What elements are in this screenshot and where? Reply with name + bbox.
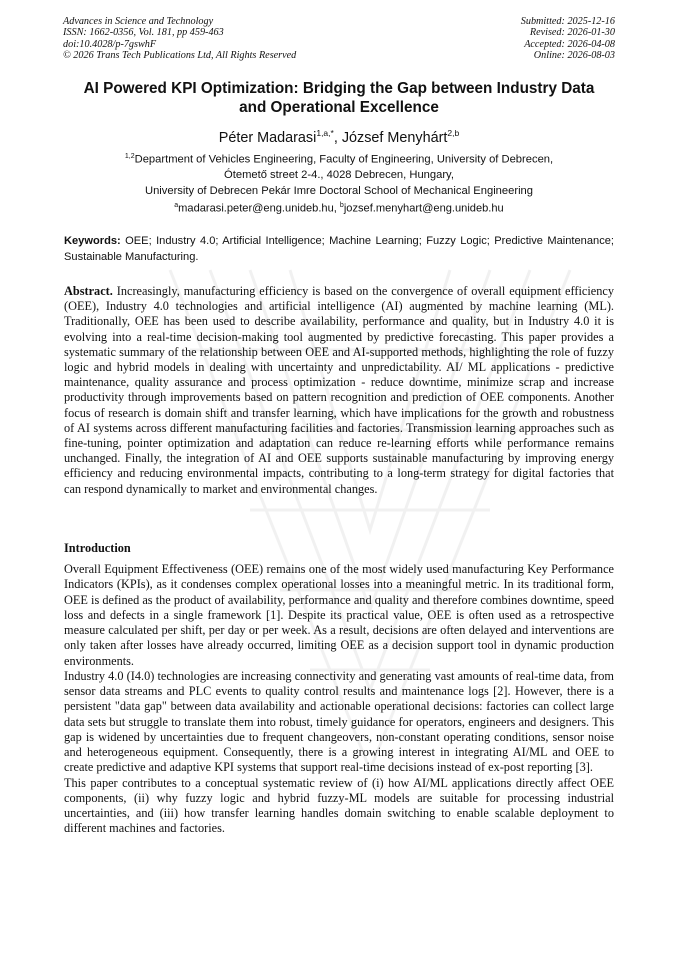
paragraph: This paper contributes to a conceptual systematic review of (i) how AI/ML applications directly affect OEE components, (ii) why fuzzy logic and hybrid fuzzy-ML models are suitable for processing industrial uncertainties, and (iii) how transfer learning handles domain switching to enable scalable deployment to different machines and factories. [64, 775, 614, 836]
author-affiliation-marker: 1,a,* [316, 128, 334, 138]
submitted-date: Submitted: 2025-12-16 [520, 16, 615, 27]
journal-header [63, 16, 615, 62]
paragraph: Overall Equipment Effectiveness (OEE) remains one of the most widely used manufacturing Key Performance Indicators (KPIs), as it condenses complex operational losses into a meaningful metric. In its traditional form, OEE is defined as the product of availability, performance and quality and therefore combines downtime, speed loss and defects in a single framework [1]. Despite its practical value, OEE is often used as a retrospective measure calculated per shift, per day or per week. As a result, decisions are often delayed and interventions are only taken after losses have already occurred, limiting OEE as a decision support tool in dynamic production environments. [64, 562, 614, 668]
title-line-1: AI Powered KPI Optimization: Bridging the Gap between Industry Data [83, 80, 595, 97]
online-date: Online: 2026-08-03 [533, 50, 615, 62]
affiliation-line: Ótemető street 2-4., 4028 Debrecen, Hungary, [224, 169, 454, 182]
accepted-date: Accepted: 2026-04-08 [524, 38, 615, 50]
author-email[interactable]: jozsef.menyhart@eng.unideb.hu [343, 202, 504, 215]
keywords-label: Keywords: [64, 235, 121, 247]
journal-issn: ISSN: 1662-0356, Vol. 181, pp 459-463 [63, 27, 224, 39]
paper-title [40, 79, 638, 117]
author-affiliation-marker: 2,b [447, 128, 460, 138]
journal-doi: doi:10.4028/p-7gswhF [63, 38, 157, 50]
journal-name: Advances in Science and Technology [63, 16, 214, 27]
keywords-text: OEE; Industry 4.0; Artificial Intelligence; Machine Learning; Fuzzy Logic; Predictive Maintenance; Sustainable Manufacturing. [64, 235, 614, 263]
abstract-section [64, 284, 614, 497]
revised-date: Revised: 2026-01-30 [529, 27, 615, 39]
introduction-body [64, 562, 614, 837]
title-line-2: and Operational Excellence [239, 99, 439, 116]
affiliation-marker: 1,2 [124, 153, 135, 160]
author-separator: , [333, 129, 342, 146]
submission-dates [521, 16, 615, 62]
author-list [40, 124, 638, 147]
section-heading: Introduction [64, 541, 131, 555]
journal-info [63, 16, 296, 62]
author-name: Péter Madarasi [218, 129, 317, 146]
affiliation-line: $^{1,2}$Department of Vehicles Engineering, Faculty of Engineering, University of Debrecen, [124, 153, 554, 166]
author-name: József Menyhárt [341, 129, 448, 146]
journal-copyright: © 2026 Trans Tech Publications Ltd, All Rights Reserved [63, 50, 297, 62]
abstract-label: Abstract. [64, 284, 113, 298]
email-marker: a [174, 202, 179, 209]
keywords-section [64, 234, 614, 265]
paragraph: Industry 4.0 (I4.0) technologies are increasing connectivity and generating vast amounts of real-time data, from sensor data streams and PLC events to quality control results and maintenance logs [2]. However, there is a persistent "data gap" between data availability and actionable operational decisions: factories can collect large data sets but struggle to translate them into robust, timely guidance for operators, engineers and designers. This gap is widened by uncertainties due to frequent changeovers, non-constant operating conditions, sensor noise and heterogeneous equipment. Consequently, there is a growing interest in integrating AI/ML and OEE to create predictive and adaptive KPI systems that support real-time decisions instead of ex-post reporting [3]. [64, 668, 614, 775]
email-marker: b [339, 202, 344, 209]
affiliation-line: University of Debrecen Pekár Imre Doctoral School of Mechanical Engineering [144, 184, 534, 197]
affiliation [40, 149, 638, 199]
author-emails [40, 199, 638, 216]
author-email[interactable]: madarasi.peter@eng.unideb.hu, [178, 202, 340, 215]
abstract-text: Increasingly, manufacturing efficiency is based on the convergence of overall equipment efficiency (OEE), Industry 4.0 technologies and artificial intelligence (AI) augmented by machine learning (ML). Traditionally, OEE has been used to describe availability, performance and quality, but in Industry 4.0 it is evolving into a real-time decision-making tool augmented by predictive forecasting. This paper provides a systematic summary of the relationship between OEE and AI-supported methods, highlighting the role of fuzzy logic and hybrid models in dealing with uncertainty and unpredictability. AI/ ML applications - predictive maintenance, quality assurance and process optimization - reduce downtime, minimize scrap and increase productivity through improvements based on pattern recognition and prediction of OEE components. Another focus of research is domain shift and transfer learning, which have implications for the growth and robustness of AI systems across different manufacturing facilities and factories. Transmission learning approaches such as fine-tuning, pointer optimization and adaptation can reduce re-learning efforts while performance remains unchanged. Finally, the integration of AI and OEE supports sustainable manufacturing by improving energy efficiency and reducing environmental impacts, contributing to a long-term strategy for digital factories that can respond dynamically to market and environmental changes. [64, 284, 614, 496]
